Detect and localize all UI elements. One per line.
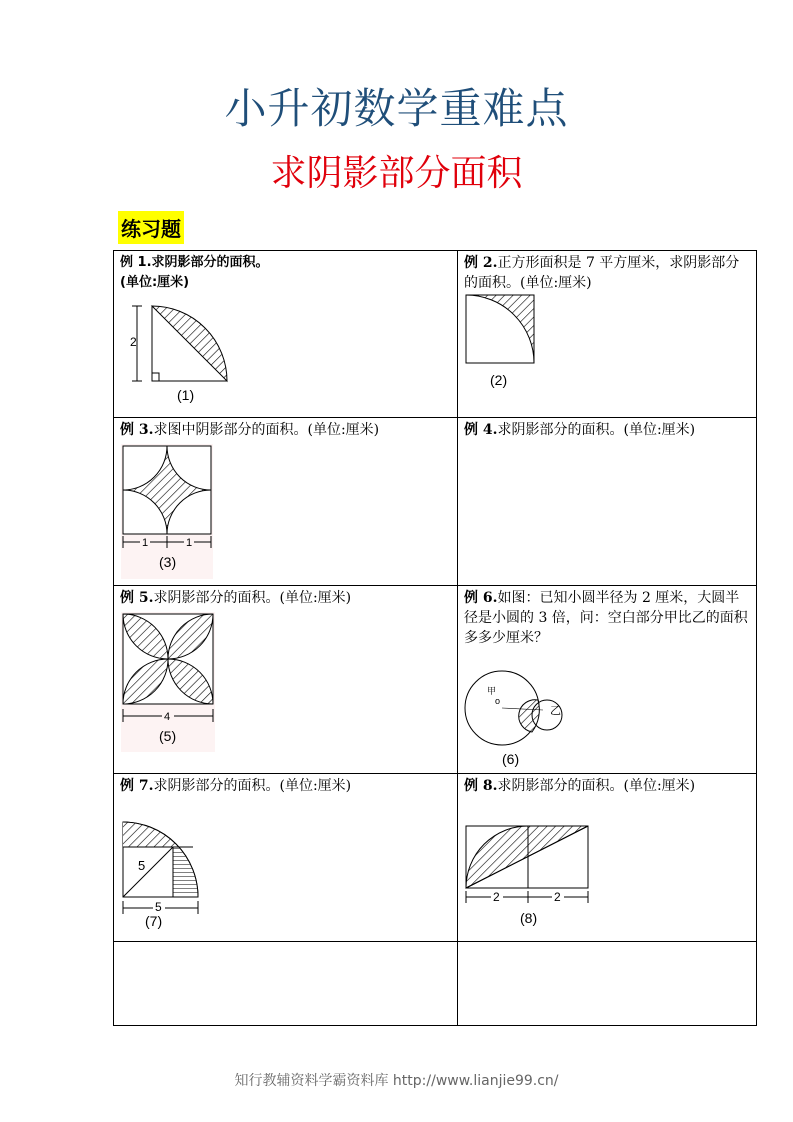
page-subtitle: 求阴影部分面积: [270, 153, 523, 194]
page-title: 小升初数学重难点: [224, 84, 569, 133]
figure-6: [464, 670, 574, 770]
figure-3: [121, 444, 221, 579]
footer-text: 知行教辅资料学霸资料库 http://www.lianjie99.cn/: [234, 1073, 559, 1089]
problem-label: 例 5.: [120, 590, 154, 606]
problem-text: 如图：已知小圆半径为 2 厘米，大圆半径是小圆的 3 倍，问：空白部分甲比乙的面积多多少厘米？: [464, 590, 748, 646]
dim-label: 2: [130, 335, 137, 349]
figure-2: [464, 293, 564, 393]
problem-label: 例 8.: [464, 778, 498, 794]
problems-table: [113, 250, 757, 1026]
problem-cell-2: [458, 251, 757, 418]
problem-cell-4: [458, 418, 757, 586]
problem-cell-3: [114, 418, 458, 586]
dim-label: 5: [138, 858, 146, 873]
label-yi: 乙: [550, 705, 561, 717]
problem-text: 求阴影部分的面积。(单位:厘米): [497, 778, 696, 794]
problem-text: 求阴影部分的面积。: [151, 255, 269, 270]
problem-cell-1: [114, 251, 458, 418]
section-label: 练习题: [118, 211, 184, 244]
figure-caption: (5): [159, 728, 177, 744]
problem-cell-8: [458, 774, 757, 942]
problem-text: 求阴影部分的面积。(单位:厘米): [153, 778, 352, 794]
dim-label: 5: [155, 900, 162, 914]
problem-label: 例 2.: [464, 255, 498, 271]
dim-label: 2: [493, 890, 500, 904]
figure-caption: (6): [502, 751, 520, 767]
label-jia: 甲: [487, 686, 497, 696]
dim-label: 1: [186, 537, 193, 549]
problem-label: 例 3.: [120, 422, 154, 438]
problem-label: 例 6.: [464, 590, 498, 606]
problem-text: 正方形面积是 7 平方厘米，求阴影部分的面积。(单位:厘米): [464, 255, 740, 291]
problem-cell-7: [114, 774, 458, 942]
dim-label: 2: [554, 890, 561, 904]
figure-5: [121, 612, 221, 752]
problem-unit: (单位:厘米): [120, 275, 190, 290]
figure-7: [121, 820, 211, 935]
svg-text:o: o: [495, 696, 501, 706]
figure-caption: (3): [159, 554, 177, 570]
problem-text: 求阴影部分的面积。(单位:厘米): [153, 590, 352, 606]
dim-label: 1: [142, 537, 149, 549]
problem-label: 例 7.: [120, 778, 154, 794]
dim-label: 4: [164, 711, 171, 723]
problem-label: 例 1.: [120, 255, 152, 270]
problem-text: 求图中阴影部分的面积。(单位:厘米): [153, 422, 380, 438]
figure-1: [122, 301, 242, 411]
figure-caption: (7): [145, 913, 163, 929]
figure-caption: (1): [177, 387, 195, 403]
problem-label: 例 4.: [464, 422, 498, 438]
problem-text: 求阴影部分的面积。(单位:厘米): [497, 422, 696, 438]
problem-cell-5: [114, 586, 458, 774]
problem-cell-6: [458, 586, 757, 774]
figure-caption: (2): [490, 372, 508, 388]
figure-8: [464, 824, 594, 934]
empty-cell: [114, 942, 458, 1026]
figure-caption: (8): [520, 910, 538, 926]
empty-cell: [458, 942, 757, 1026]
